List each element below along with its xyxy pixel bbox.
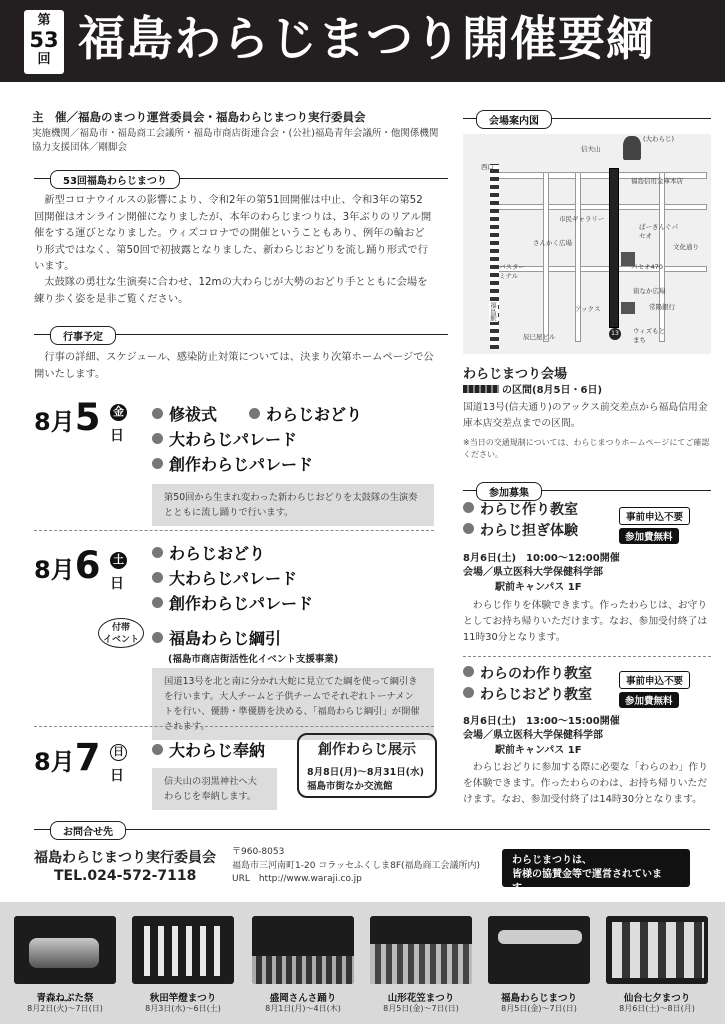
festival-name: 青森ねぶた祭 (36, 993, 94, 1004)
workshop-a-items: わらじ作り教室 わらじ担ぎ体験 (463, 500, 578, 542)
festival-photo-fukushima (488, 916, 590, 984)
venue-title: わらじまつり会場 (463, 367, 568, 382)
contact-name: 福島わらじまつり実行委員会 (34, 850, 216, 866)
workshop-a-badges: 事前申込不要 参加費無料 (619, 505, 690, 544)
bullet-icon (463, 666, 474, 677)
route-legend-icon (463, 385, 499, 393)
contact-heading-line (34, 829, 710, 830)
bullet-icon (152, 744, 163, 755)
festival-photo-morioka (252, 916, 354, 984)
workshop-a-time: 8月6日(土) 10:00〜12:00開催 (463, 553, 620, 564)
workshop-b-badges: 事前申込不要 参加費無料 (619, 669, 690, 708)
day1-note: 第50回から生まれ変わった新わらじおどりを太鼓隊の生演奏とともに流し踊りで行います。 (152, 484, 434, 526)
festival-name: 仙台七夕まつり (623, 993, 691, 1004)
day2-tug-sub: (福島市商店街活性化イベント支援事業) (168, 654, 339, 665)
festival-name: 福島わらじまつり (500, 993, 577, 1004)
website-link[interactable]: URL http://www.waraji.co.jp (232, 874, 362, 884)
divider (463, 656, 711, 657)
festival-photo-yamagata (370, 916, 472, 984)
edition-badge: 第 53 回 (24, 10, 64, 74)
workshop-b-description: わらじおどりに参加する際に必要な「わらのわ」作りを体験できます。作ったわらのわは、お持ち帰りいただけます。なお、参加受付終了は14時30分となります。 (463, 762, 708, 805)
day3-date: 8月7 (34, 736, 101, 779)
workshop-b-time: 8月6日(土) 13:00〜15:00開催 (463, 716, 620, 727)
day2-tug-of-war: 福島わらじ綱引 (152, 626, 281, 651)
day3-note: 信夫山の羽黒神社へ大わらじを奉納します。 (152, 768, 277, 810)
bullet-icon (152, 572, 163, 583)
festival-photo-akita (132, 916, 234, 984)
schedule-heading: 行事予定 (50, 326, 116, 345)
day2-date: 8月6 (34, 544, 101, 587)
festival-date: 8月5日(金)〜7日(日) (383, 1004, 459, 1013)
waraji-icon (623, 136, 641, 160)
bullet-icon (463, 687, 474, 698)
bullet-icon (249, 408, 260, 419)
schedule-intro: 行事の詳細、スケジュール、感染防止対策については、決まり次第ホームページで公開いたします。 (34, 351, 434, 380)
page-title: 福島わらじまつり開催要綱 (78, 12, 654, 67)
workshop-a-place: 会場／県立医科大学保健科学部 駅前キャンパス 1F (463, 567, 603, 593)
about-paragraph-1: 新型コロナウイルスの影響により、令和2年の第51回開催は中止、令和3年の第52回開催はオンライン開催になりましたが、本年のわらじまつりは、3年ぶりのリアル開催をする運びとなりました。ウィズコロナでの開催ということもあり、例年の輪おどり形式ではなく、第50回で初披露となりました、新わらじおどりを流し踊り形式で行います。 (34, 194, 432, 272)
day2-note: 国道13号を北と南に分かれ大蛇に見立てた綱を使って綱引きを行います。大人チームと子供チームでそれぞれトーナメントを行い、優勝・準優勝を決める、「福島わらじ綱引」が開催されます。 (152, 668, 434, 740)
venue-description: 国道13号(信夫通り)のアックス前交差点から福島信用金庫本店交差点までの区間。 (463, 402, 708, 429)
venue-map: 13 信夫山 (大わらじ) 福島信用金庫本店 市民ギャラリー ぱーきんぐパセオ さんかく広場 パセオ470 バスターミナル 街なか広場 アックス 常陽銀行 辰巳屋ビル ウィズもとまち 福島駅 文化通り 西口 (463, 134, 711, 354)
bullet-icon (463, 523, 474, 534)
festival-name: 盛岡さんさ踊り (269, 993, 337, 1004)
venue-note: ※当日の交通規制については、わらじまつりホームページにてご確認ください。 (463, 438, 710, 459)
festival-photo-aomori (14, 916, 116, 984)
bullet-icon (152, 433, 163, 444)
bullet-icon (152, 458, 163, 469)
day2-weekday: 土 日 (110, 552, 128, 593)
day2-events: わらじおどり 大わらじパレード 創作わらじパレード (152, 541, 313, 616)
bullet-icon (152, 597, 163, 608)
map-heading: 会場案内図 (476, 110, 552, 129)
route-13-icon: 13 (609, 328, 621, 340)
workshop-a-description: わらじ作りを体験できます。作ったわらじは、お守りとしてお持ち帰りいただけます。なお、参加受付終了は11時30分となります。 (463, 600, 708, 643)
map-road (659, 172, 665, 342)
organizer-main: 主 催／福島のまつり運営委員会・福島わらじまつり実行委員会 (32, 110, 366, 124)
workshop-b-place: 会場／県立医科大学保健科学部 駅前キャンパス 1F (463, 730, 603, 756)
participation-heading: 参加募集 (476, 482, 542, 501)
divider (34, 726, 434, 727)
festival-name: 山形花笠まつり (387, 993, 455, 1004)
festival-date: 8月5日(金)〜7日(日) (501, 1004, 577, 1013)
day1-events: 修祓式 わらじおどり 大わらじパレード 創作わらじパレード (152, 402, 362, 477)
supplementary-event-tag: 付帯 イベント (98, 618, 144, 648)
festival-photo-sendai (606, 916, 708, 984)
map-block (621, 302, 635, 314)
map-road (543, 172, 549, 342)
about-paragraph-2: 太鼓隊の勇壮な生演奏に合わせ、12mの大わらじが大勢のおどり手とともに会場を練り歩く姿を是非ご覧ください。 (34, 276, 428, 305)
workshop-b-items: わらのわ作り教室 わらじおどり教室 (463, 664, 592, 706)
venue-route-highlight (609, 168, 619, 328)
festival-name: 秋田竿燈まつり (149, 993, 217, 1004)
divider (34, 530, 434, 531)
contact-address: 〒960-8053 福島市三河南町1-20 コラッセふくしま8F(福島商工会議所内) URL http://www.waraji.co.jp (232, 846, 480, 887)
map-road (575, 172, 581, 342)
day3-weekday: 日 日 (110, 744, 128, 785)
bullet-icon (152, 408, 163, 419)
contact-tel: TEL.024-572-7118 (54, 868, 197, 884)
festival-date: 8月6日(土)〜8日(月) (619, 1004, 695, 1013)
day3-event: 大わらじ奉納 (152, 738, 265, 763)
festival-date: 8月1日(月)〜4日(木) (265, 1004, 341, 1013)
venue-section: の区間(8月5日・6日) (502, 385, 603, 396)
about-heading: 53回福島わらじまつり (50, 170, 180, 189)
exhibition-box: 創作わらじ展示 8月8日(月)〜8月31日(水) 福島市街なか交流館 (297, 733, 437, 798)
festival-date: 8月2日(火)〜7日(日) (27, 1004, 103, 1013)
map-road (493, 204, 707, 210)
bullet-icon (152, 632, 163, 643)
festival-date: 8月3日(水)〜6日(土) (145, 1004, 221, 1013)
sponsor-notice: わらじまつりは、 皆様の協賛金等で運営されています。 (502, 849, 690, 887)
organizer-sub: 実施機関／福島市・福島商工会議所・福島市商店街連合会・(公社)福島青年会議所・他関係機関 協力支援団体／剛脚会 (32, 128, 439, 153)
contact-heading: お問合せ先 (50, 821, 126, 840)
bullet-icon (152, 547, 163, 558)
bullet-icon (463, 502, 474, 513)
day1-weekday: 金 日 (110, 404, 128, 445)
day1-date: 8月5 (34, 396, 101, 439)
